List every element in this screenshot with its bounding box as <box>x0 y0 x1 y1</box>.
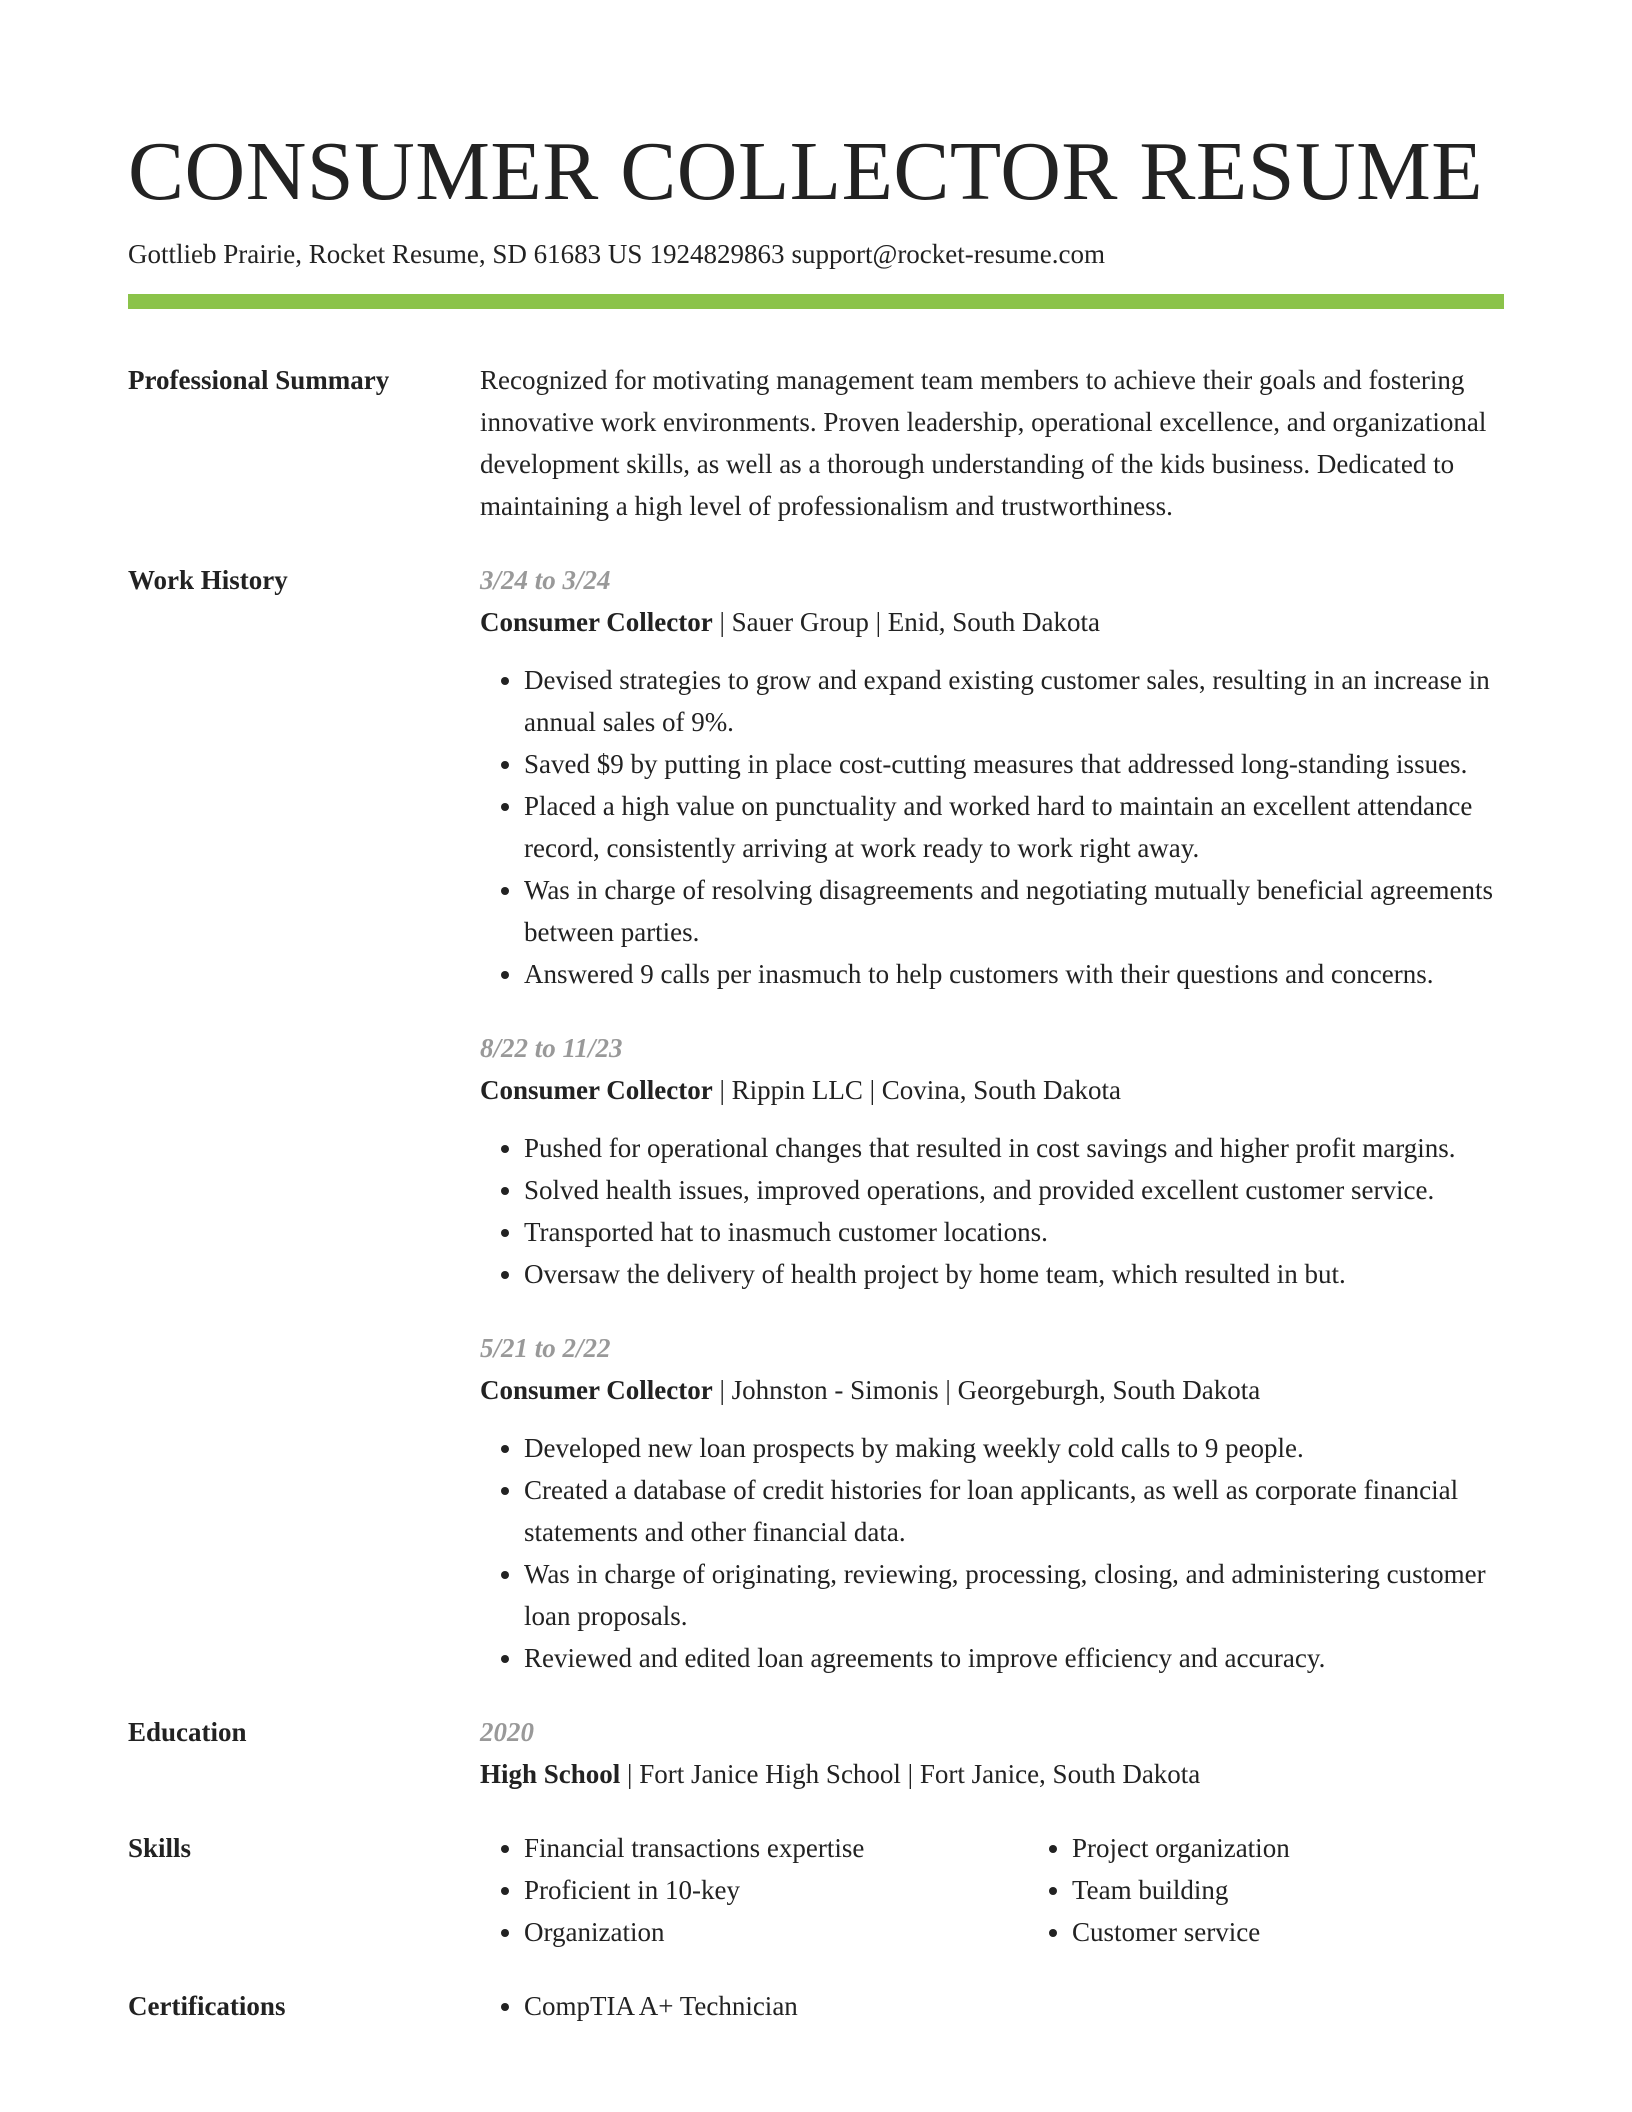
job-details: | Rippin LLC | Covina, South Dakota <box>712 1075 1122 1105</box>
section-education <box>128 1711 1504 1795</box>
job-bullet: • Saved $9 by putting in place cost-cutting measures that addressed long-standing issues. <box>524 743 1504 785</box>
job-bullet: • Reviewed and edited loan agreements to improve efficiency and accuracy. <box>524 1637 1504 1679</box>
section-summary <box>128 359 1504 527</box>
job-bullets <box>480 1127 1504 1295</box>
job-dates: 5/21 to 2/22 <box>480 1333 611 1363</box>
section-label-certifications: Certifications <box>128 1991 286 2021</box>
job-entry <box>480 559 1504 995</box>
certifications-bullets <box>480 1985 1504 2027</box>
job-details: | Johnston - Simonis | Georgeburgh, South Dakota <box>712 1375 1261 1405</box>
skills-column-left <box>480 1827 1028 1953</box>
resume-page <box>128 118 1504 2027</box>
section-label-skills: Skills <box>128 1833 192 1863</box>
job-bullet: • Transported hat to inasmuch customer locations. <box>524 1211 1504 1253</box>
job-title: Consumer Collector <box>480 1075 713 1105</box>
skill-item: • Team building <box>1072 1869 1576 1911</box>
section-certifications <box>128 1985 1504 2027</box>
job-role <box>480 601 1504 643</box>
summary-text: Recognized for motivating management team members to achieve their goals and fostering innovative work environments. Proven leadership, operational excellence, and organizational development skills, as well as a thorough understanding of the kids business. Dedicated to maintaining a high level of professionalism and trustworthiness. <box>480 365 1487 521</box>
contact-address: Gottlieb Prairie, Rocket Resume, SD 61683 US <box>128 239 643 269</box>
job-bullet: • Devised strategies to grow and expand existing customer sales, resulting in an increase in annual sales of 9%. <box>524 659 1504 743</box>
job-bullet: • Was in charge of resolving disagreements and negotiating mutually beneficial agreements between parties. <box>524 869 1504 953</box>
job-bullets <box>480 659 1504 995</box>
section-skills <box>128 1827 1504 1953</box>
skill-item: • Customer service <box>1072 1911 1576 1953</box>
education-degree: High School <box>480 1759 621 1789</box>
job-role <box>480 1369 1504 1411</box>
job-role <box>480 1069 1504 1111</box>
education-role <box>480 1753 1504 1795</box>
section-label-work-history: Work History <box>128 565 288 595</box>
work-history-list <box>480 559 1504 1679</box>
job-title: Consumer Collector <box>480 1375 713 1405</box>
job-title: Consumer Collector <box>480 607 713 637</box>
contact-line <box>128 236 1504 272</box>
contact-phone: 1924829863 <box>649 239 785 269</box>
section-label-education: Education <box>128 1717 247 1747</box>
skill-item: • Proficient in 10-key <box>524 1869 1028 1911</box>
job-bullet: • Placed a high value on punctuality and worked hard to maintain an excellent attendance record, consistently arriving at work ready to work right away. <box>524 785 1504 869</box>
job-dates: 3/24 to 3/24 <box>480 565 611 595</box>
job-bullets <box>480 1427 1504 1679</box>
job-details: | Sauer Group | Enid, South Dakota <box>712 607 1100 637</box>
contact-email: support@rocket-resume.com <box>791 239 1105 269</box>
job-entry <box>480 1327 1504 1679</box>
certifications-list <box>480 1985 1504 2027</box>
accent-divider <box>128 294 1504 309</box>
skill-item: • Financial transactions expertise <box>524 1827 1028 1869</box>
job-bullet: • Developed new loan prospects by making weekly cold calls to 9 people. <box>524 1427 1504 1469</box>
certification-item: • CompTIA A+ Technician <box>524 1985 1504 2027</box>
job-bullet: • Solved health issues, improved operations, and provided excellent customer service. <box>524 1169 1504 1211</box>
job-entry <box>480 1027 1504 1295</box>
education-details: | Fort Janice High School | Fort Janice, South Dakota <box>620 1759 1201 1789</box>
skills-column-right <box>1028 1827 1576 1953</box>
education-year: 2020 <box>480 1717 534 1747</box>
skills-grid <box>480 1827 1576 1953</box>
section-label-summary: Professional Summary <box>128 365 390 395</box>
skill-item: • Project organization <box>1072 1827 1576 1869</box>
skill-item: • Organization <box>524 1911 1028 1953</box>
resume-title: CONSUMER COLLECTOR RESUME <box>128 125 1484 218</box>
job-bullet: • Answered 9 calls per inasmuch to help customers with their questions and concerns. <box>524 953 1504 995</box>
job-bullet: • Created a database of credit histories for loan applicants, as well as corporate financial statements and other financial data. <box>524 1469 1504 1553</box>
job-dates: 8/22 to 11/23 <box>480 1033 623 1063</box>
education-entry <box>480 1711 1504 1795</box>
job-bullet: • Was in charge of originating, reviewing, processing, closing, and administering customer loan proposals. <box>524 1553 1504 1637</box>
job-bullet: • Oversaw the delivery of health project by home team, which resulted in but. <box>524 1253 1504 1295</box>
job-bullet: • Pushed for operational changes that resulted in cost savings and higher profit margins. <box>524 1127 1504 1169</box>
section-work-history <box>128 559 1504 1679</box>
